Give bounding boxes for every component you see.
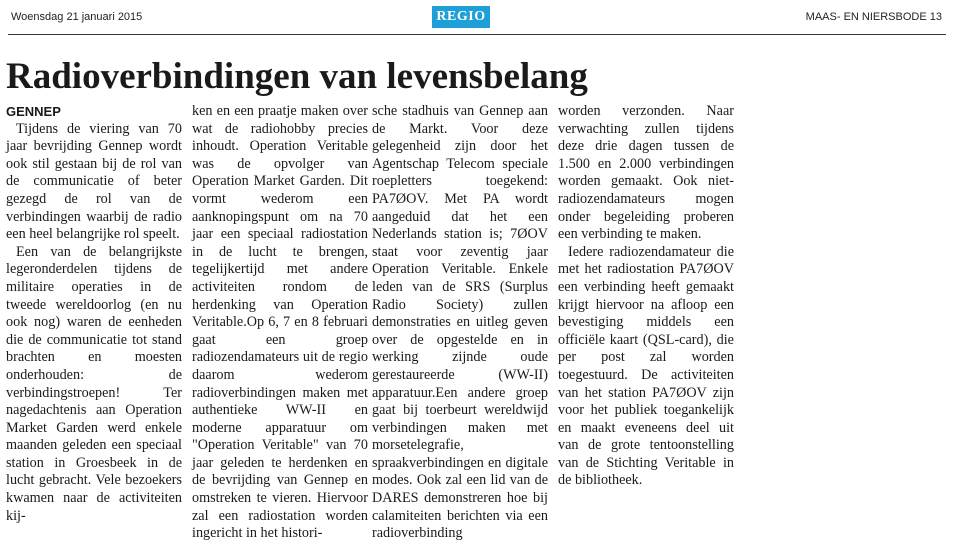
article-paragraph: ken en een praatje maken over wat de radiohobby precies inhoudt. Operation Veritable was de opvolger van Operation Market Garden. Dit vormt wederom een aanknopingspunt om na 70 jaar een speciaal radiostation in de lucht te brengen, tegelijkertijd met andere activiteiten rondom de herdenking van Operation Veritable.Op 6, 7 en 8 februari gaat een groep radiozendamateurs uit de regio daarom wederom radioverbindingen maken met authentieke WW-II en moderne apparatuur om "Operation Veritable" van 70 jaar geleden te herdenken en de bevrijding van Gennep en omstreken te vieren. Hiervoor zal een radiostation worden ingericht in het histori- bbox=[192, 103, 368, 542]
header-rule bbox=[8, 34, 946, 35]
article-paragraph: Een van de belangrijkste legeronderdelen tijdens de militaire operaties in de tweede wereldoorlog (en nu ook nog) waren de eenheden die de communicatie tot stand brachten en moesten onderhouden: de verbindingstroepen! Ter nagedachtenis aan Operation Market Garden werd enkele maanden geleden een speciaal station in Groesbeek in de lucht gebracht. Vele bezoekers kwamen naar de activiteiten kij- bbox=[6, 243, 182, 524]
article-paragraph: worden verzonden. Naar verwachting zullen tijdens deze drie dagen tussen de 1.500 en 2.000 verbindingen worden gemaakt. Ook niet-radiozendamateurs mogen onder begeleiding proberen een verbinding te maken. bbox=[558, 103, 734, 243]
article-column-3 bbox=[372, 103, 548, 542]
page-header bbox=[0, 0, 956, 34]
section-badge: REGIO bbox=[432, 6, 490, 28]
issue-date: Woensdag 21 januari 2015 bbox=[11, 11, 143, 23]
article-paragraph: sche stadhuis van Gennep aan de Markt. Voor deze gelegenheid zijn door het Agentschap Telecom speciale roepletters toegekend: PA7ØOV. Met PA wordt aangeduid dat het een Nederlands station is; 7ØOV staat voor zeventig jaar Operation Veritable. Enkele leden van de SRS (Surplus Radio Society) zullen demonstraties en uitleg geven over de opgestelde en in werking zijnde oude gerestaureerde (WW-II) apparatuur.Een andere groep gaat bij toerbeurt wereldwijd verbindingen maken met morsetelegrafie, spraakverbindingen en digitale modes. Ook zal een lid van de DARES demonstreren hoe bij calamiteiten berichten via een radioverbinding bbox=[372, 103, 548, 542]
article-headline: Radioverbindingen van levensbelang bbox=[6, 56, 588, 97]
article-column-2 bbox=[192, 103, 368, 542]
article-column-1 bbox=[6, 103, 182, 524]
article-paragraph: Tijdens de viering van 70 jaar bevrijding Gennep wordt ook stil gestaan bij de rol van de communicatie of beter gezegd de rol van de verbindingen waarbij de radio een heel belangrijke rol speelt. bbox=[6, 120, 182, 243]
article-paragraph: Iedere radiozendamateur die met het radiostation PA7ØOV een verbinding heeft gemaakt krijgt hiervoor na afloop een bevestiging middels een officiële kaart (QSL-card), die per post zal worden toegestuurd. De activiteiten van het station PA7ØOV zijn voor het publiek toegankelijk en maakt eveneens deel uit van de grote tentoonstelling van de Stichting Veritable in de bibliotheek. bbox=[558, 243, 734, 489]
article-dateline: GENNEP bbox=[6, 104, 61, 119]
article-column-4 bbox=[558, 103, 734, 495]
newspaper-page-label: MAAS- EN NIERSBODE 13 bbox=[805, 11, 942, 23]
